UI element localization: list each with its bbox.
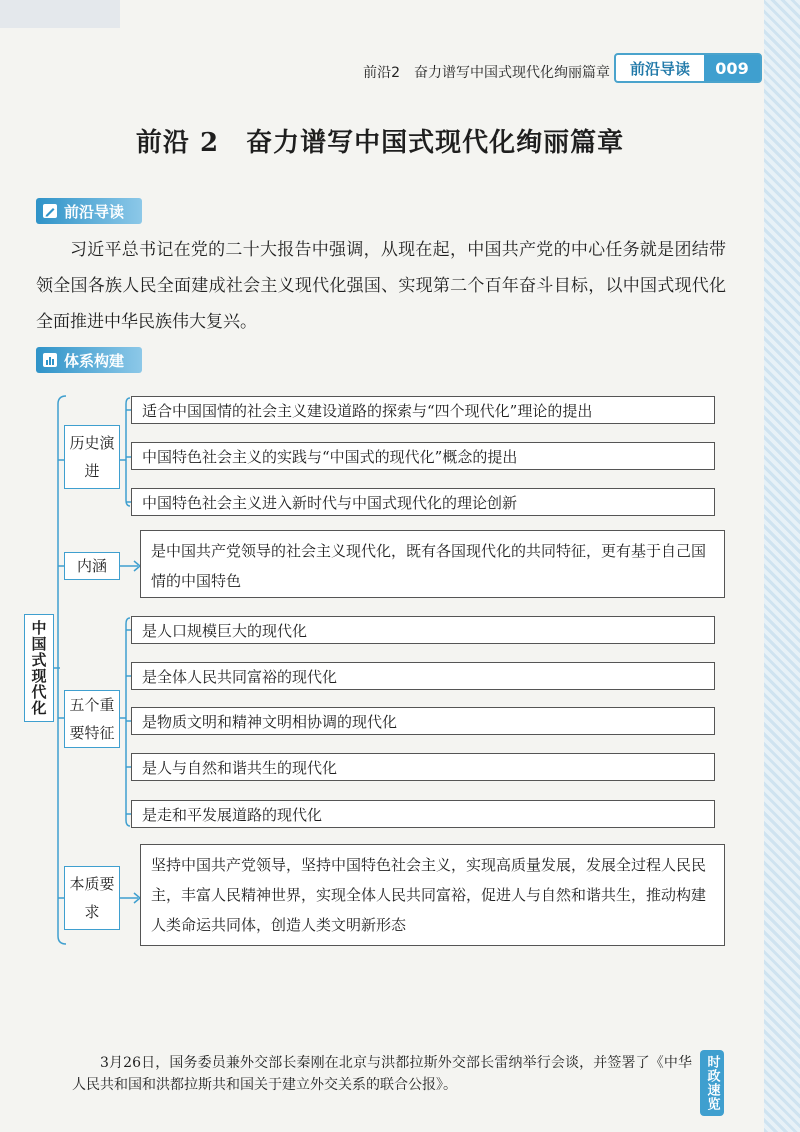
feature-item: 是全体人民共同富裕的现代化 <box>131 662 715 690</box>
header-tab-label: 前沿导读 <box>629 59 690 78</box>
section-label-system-text: 体系构建 <box>64 351 125 370</box>
category-requirements: 本质要求 <box>64 866 120 930</box>
feature-item: 是走和平发展道路的现代化 <box>131 800 715 828</box>
running-header: 前沿2 奋力谱写中国式现代化绚丽篇章 <box>363 65 610 81</box>
history-item: 中国特色社会主义的实践与“中国式的现代化”概念的提出 <box>131 442 715 470</box>
page-number: 009 <box>704 55 760 81</box>
requirements-text: 坚持中国共产党领导，坚持中国特色社会主义，实现高质量发展，发展全过程人民民主，丰富人民精神世界，实现全体人民共同富裕，促进人与自然和谐共生，推动构建人类命运共同体，创造人类文明新形态 <box>140 844 725 946</box>
category-features: 五个重要特征 <box>64 690 120 748</box>
intro-paragraph: 习近平总书记在党的二十大报告中强调，从现在起，中国共产党的中心任务就是团结带领全国各族人民全面建成社会主义现代化强国、实现第二个百年奋斗目标，以中国式现代化全面推进中华民族伟大复兴。 <box>36 240 726 332</box>
connotation-text: 是中国共产党领导的社会主义现代化，既有各国现代化的共同特征，更有基于自己国情的中国特色 <box>140 530 725 598</box>
side-tab: 时政速览 <box>700 1050 724 1116</box>
category-history: 历史演进 <box>64 425 120 489</box>
category-connotation: 内涵 <box>64 552 120 580</box>
feature-item: 是人口规模巨大的现代化 <box>131 616 715 644</box>
history-item: 适合中国国情的社会主义建设道路的探索与“四个现代化”理论的提出 <box>131 396 715 424</box>
feature-item: 是人与自然和谐共生的现代化 <box>131 753 715 781</box>
section-label-intro-text: 前沿导读 <box>64 202 125 221</box>
news-note: 3月26日，国务委员兼外交部长秦刚在北京与洪都拉斯外交部长雷纳举行会谈，并签署了《中华人民共和国和洪都拉斯共和国关于建立外交关系的联合公报》。 <box>72 1055 692 1093</box>
feature-item: 是物质文明和精神文明相协调的现代化 <box>131 707 715 735</box>
history-item: 中国特色社会主义进入新时代与中国式现代化的理论创新 <box>131 488 715 516</box>
root-node: 中国式现代化 <box>24 614 54 722</box>
page-title: 前沿 2 奋力谱写中国式现代化绚丽篇章 <box>135 128 625 158</box>
